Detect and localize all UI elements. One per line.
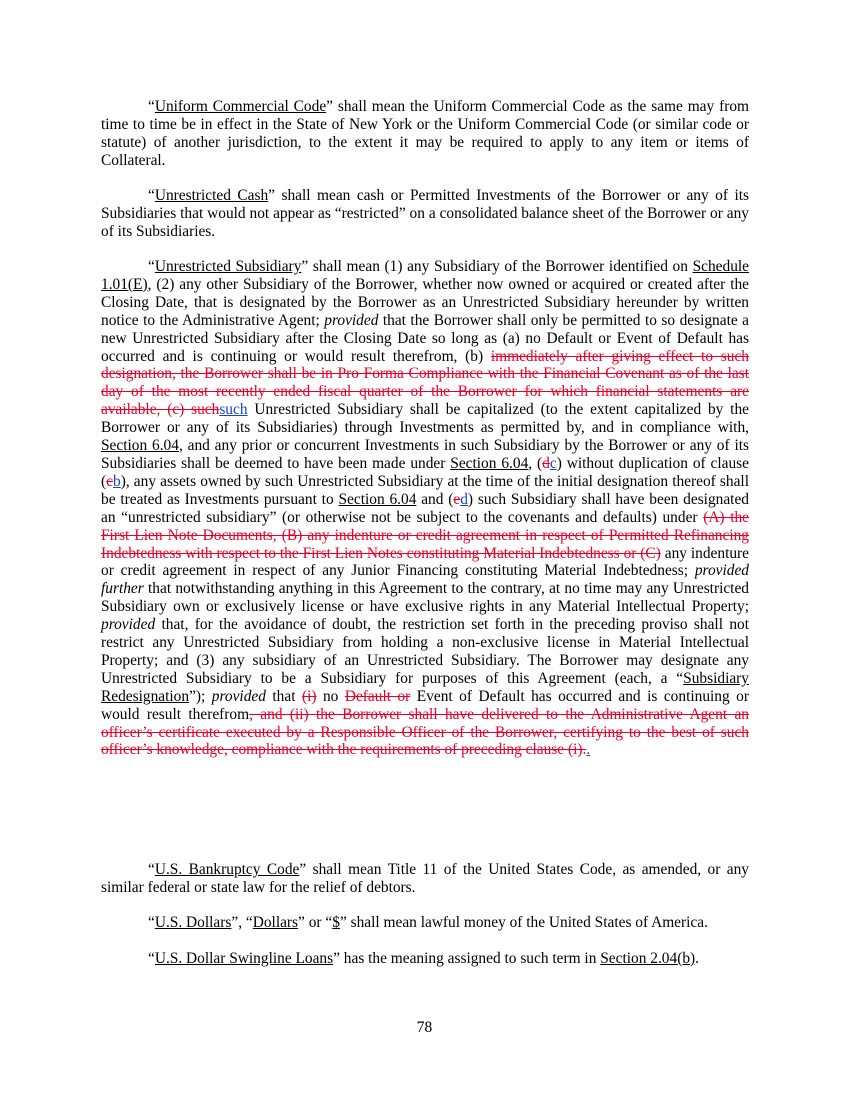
inserted-text: b: [112, 472, 121, 490]
definition-text: ” shall mean lawful money of the United States of America.: [339, 914, 708, 931]
definition-text: any indenture or credit agreement in respect of any Junior Financing constituting Material Indebtedness;: [101, 544, 749, 580]
definition-text: ) such Subsidiary shall have been designated an “unrestricted subsidiary” (or otherwise not be subject to the covenants and defaults) under: [101, 490, 749, 526]
open-quote: “: [148, 950, 155, 967]
defined-term: Unrestricted Cash: [154, 187, 269, 204]
definition-text: ” shall mean the Uniform Commercial Code as the same may from time to time be in effect in the State of New York or the Uniform Commercial Code (or similar code or statute) of another jurisdiction, to the extent it may be required to apply to any item or items of Collateral.: [101, 98, 749, 169]
definition-text: Event of Default has occurred and is continuing or would result therefrom: [101, 687, 749, 723]
deleted-text: immediately after giving effect to such designation, the Borrower shall be in Pro Forma Compliance with the Financial Covenant as of the last day of the most recently ended fiscal quarter of the Borrower for which financial statements are available, (c) such: [101, 347, 749, 419]
cross-reference-schedule: Schedule 1.01(E): [101, 258, 749, 293]
deleted-text: e: [453, 490, 461, 508]
deleted-text: Default or: [344, 687, 411, 705]
definition-text: Unrestricted Subsidiary shall be capitalized (to the extent capitalized by the Borrower or any of its Subsidiaries) through Investments as permitted by, and in compliance with,: [101, 401, 749, 437]
deleted-text: (i): [301, 687, 317, 705]
inserted-text: d: [460, 490, 468, 508]
inserted-text: .: [586, 741, 591, 759]
defined-term: U.S. Bankruptcy Code: [154, 861, 300, 878]
deleted-text: , and (ii) the Borrower shall have delivered to the Administrative Agent an officer’s certificate executed by a Responsible Officer of the Borrower, certifying to the best of such officer’s knowledge, compliance with the requirements of preceding clause (i).: [101, 705, 749, 759]
cross-reference-section: Section 6.04: [450, 454, 529, 472]
quote: ” or “: [298, 914, 333, 931]
defined-term: Unrestricted Subsidiary: [154, 258, 302, 275]
definition-text: ) without duplication of clause (: [101, 454, 750, 490]
definition-text: , and any prior or concurrent Investments in such Subsidiary by the Borrower or any of its Subsidiaries shall be deemed to have been made under: [101, 437, 749, 472]
definition-text: that notwithstanding anything in this Agreement to the contrary, at no time may any Unrestricted Subsidiary own or exclusively license or have exclusive rights in any Material Intellectual Property;: [101, 580, 749, 616]
open-quote: “: [148, 187, 155, 204]
definition-text: , (: [528, 454, 543, 472]
definition-text: ” shall mean (1) any Subsidiary of the Borrower identified on: [301, 258, 693, 275]
definition-text: that: [265, 687, 302, 705]
definition-unrestricted-cash: [101, 187, 749, 241]
proviso-italic: provided: [211, 687, 266, 705]
definition-text: , (2) any other Subsidiary of the Borrower, whether now owned or acquired or created after the Closing Date, that is designated by the Borrower as an Unrestricted Subsidiary hereunder by written notice to the Administrative Agent;: [101, 275, 749, 329]
quote: ”, “: [231, 914, 253, 931]
defined-term: Subsidiary Redesignation: [101, 669, 749, 705]
quote: “: [148, 914, 155, 931]
definition-unrestricted-subsidiary: [101, 258, 749, 759]
proviso-italic: provided further: [101, 562, 749, 598]
page-number: 78: [416, 1019, 433, 1036]
definition-text: .: [695, 950, 700, 967]
definition-text: ” shall mean cash or Permitted Investments of the Borrower or any of its Subsidiaries that would not appear as “restricted” on a consolidated balance sheet of the Borrower or any of its Subsidiaries.: [101, 187, 749, 240]
definition-text: ), any assets owned by such Unrestricted Subsidiary at the time of the initial designation thereof shall be treated as Investments pursuant to: [101, 472, 749, 508]
defined-term: $: [332, 914, 340, 931]
open-quote: “: [148, 98, 155, 115]
definition-us-dollar-swingline-loans: [101, 950, 749, 968]
definition-text: no: [316, 687, 345, 705]
inserted-text: c: [549, 454, 557, 472]
defined-term: U.S. Dollar Swingline Loans: [154, 950, 334, 967]
open-quote: “: [148, 861, 155, 878]
definition-text: ”);: [189, 687, 212, 705]
proviso-italic: provided: [324, 311, 379, 329]
deleted-text: d: [542, 454, 550, 472]
proviso-italic: provided: [101, 616, 156, 634]
definition-text: ” shall mean Title 11 of the United States Code, as amended, or any similar federal or state law for the relief of debtors.: [101, 861, 749, 896]
deleted-text: c: [106, 472, 113, 490]
definition-text: that, for the avoidance of doubt, the restriction set forth in the preceding proviso shall not restrict any Unrestricted Subsidiary from holding a non-exclusive license in Material Intellectual Property; and (3) any subsidiary of an Unrestricted Subsidiary. The Borrower may designate any Unrestricted Subsidiary to be a Subsidiary for purposes of this Agreement (each, a “: [101, 616, 749, 687]
open-quote: “: [148, 258, 155, 275]
cross-reference-section: Section 6.04: [101, 437, 179, 455]
definition-us-bankruptcy-code: [101, 861, 749, 897]
definition-uniform-commercial-code: [101, 98, 749, 170]
definition-text: and (: [416, 490, 454, 508]
defined-term: Dollars: [252, 914, 299, 931]
cross-reference-section: Section 2.04(b): [600, 950, 696, 967]
definition-text: ” has the meaning assigned to such term in: [333, 950, 601, 967]
defined-term: U.S. Dollars: [154, 914, 232, 931]
inserted-text: such: [219, 401, 248, 419]
definition-us-dollars: [101, 914, 749, 932]
deleted-text: (A) the First Lien Note Documents, (B) any indenture or credit agreement in respect of Permitted Refinancing Indebtedness with respect to the First Lien Notes constituting Material Indebtedness or (C): [101, 508, 750, 562]
definition-text: that the Borrower shall only be permitted to so designate a new Unrestricted Subsidiary after the Closing Date so long as (a) no Default or Event of Default has occurred and is continuing or would result therefrom, (b): [101, 311, 749, 365]
cross-reference-section: Section 6.04: [338, 490, 417, 508]
defined-term: Uniform Commercial Code: [154, 98, 327, 115]
